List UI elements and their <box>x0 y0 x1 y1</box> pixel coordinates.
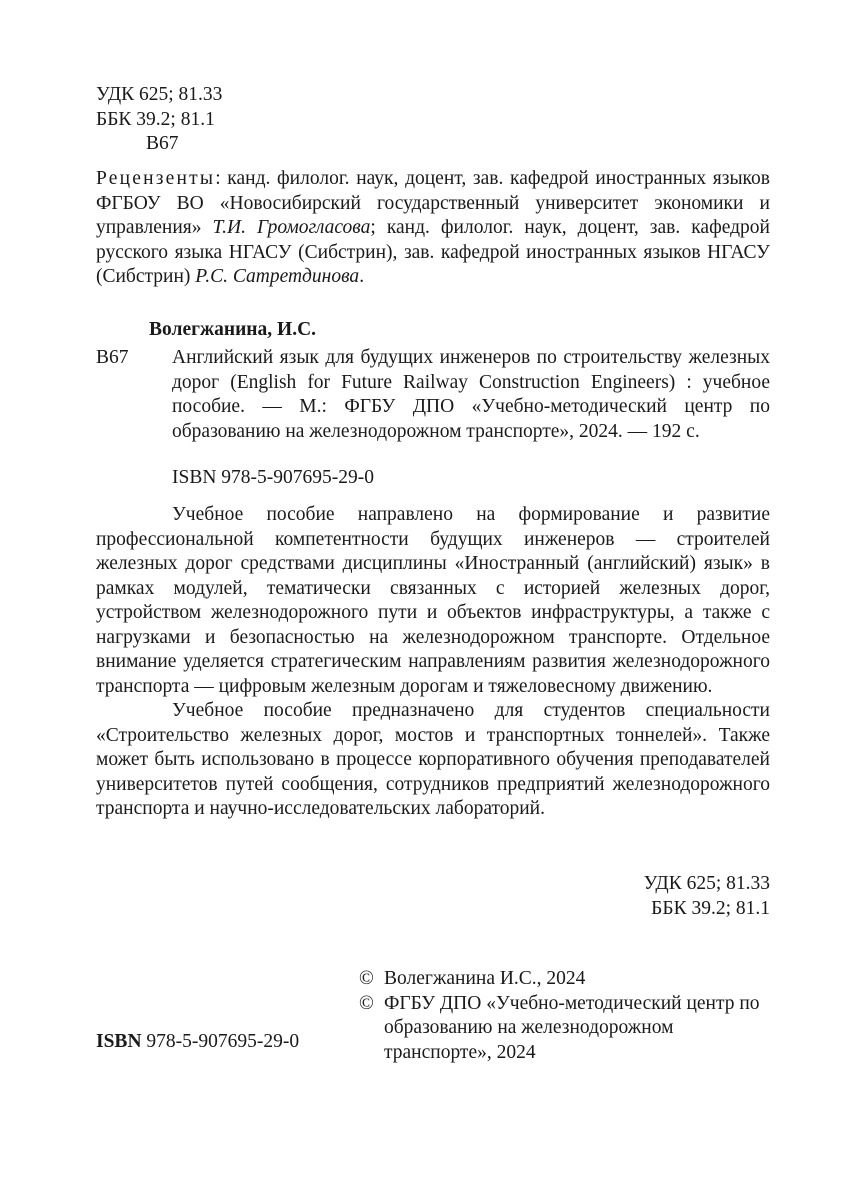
author-heading: Волегжанина, И.С. <box>149 319 317 340</box>
udk-code: УДК 625; 81.33 <box>96 84 223 105</box>
reviewer-name-1: Т.И. Громогласова <box>212 217 371 238</box>
isbn-bottom <box>96 1030 299 1055</box>
copyright-author <box>359 967 779 992</box>
isbn-number: 978-5-907695-29-0 <box>141 1031 300 1052</box>
reviewer-name-2: Р.С. Сатретдинова <box>195 266 360 287</box>
bbk-code: ББК 39.2; 81.1 <box>96 108 215 130</box>
copyright-publisher <box>359 992 779 1066</box>
reviewers-text-1: : канд. филолог. наук, доцент, зав. кафедрой иностранных языков ФГБОУ ВО «Новосибирский государственный университет экономики и управления» <box>96 168 770 238</box>
author-sign: В67 <box>146 133 179 154</box>
isbn-line: ISBN 978-5-907695-29-0 <box>172 467 375 488</box>
udk-code-bottom: УДК 625; 81.33 <box>643 873 770 894</box>
bbk-code-bottom: ББК 39.2; 81.1 <box>651 897 770 919</box>
abstract-paragraph-2: Учебное пособие предназначено для студентов специальности «Строительство железных дорог, мостов и транспортных тоннелей». Также может быть использовано в процессе корпоративного обучения преподавателей университетов путей сообщения, сотрудников предприятий железнодорожного транспорта и научно-исследовательских лабораторий. <box>96 700 770 819</box>
abstract-paragraph-1: Учебное пособие направлено на формирование и развитие профессиональной компетентности будущих инженеров — строителей железных дорог средствами дисциплины «Иностранный (английский) язык» в рамках модулей, тематически связанных с историей железных дорог, устройством железнодорожного пути и объектов инфраструктуры, а также с нагрузками и безопасностью на железнодорожном транспорте. Отдельное внимание уделяется стратегическим направлениям развития железнодорожного транспорта — цифровым железным дорогам и тяжеловесному движению. <box>96 504 770 697</box>
copyright-icon: © <box>359 968 374 989</box>
entry-description: Английский язык для будущих инженеров по строительству железных дорог (English for Future Railway Construction Engineers) : учебное пособие. — М.: ФГБУ ДПО «Учебно-методический центр по образованию на железнодорожном транспорте», 2024. — 192 с. <box>172 347 770 442</box>
classification-codes-bottom <box>644 872 770 921</box>
entry-code: В67 <box>96 347 129 368</box>
reviewers-paragraph <box>96 167 770 290</box>
copyright-icon: © <box>359 992 374 1014</box>
bibliographic-entry <box>96 346 770 444</box>
reviewers-text-2: ; канд. филолог. наук, доцент, зав. кафедрой русского языка НГАСУ (Сибстрин), зав. кафедрой иностранных языков НГАСУ (Сибстрин) <box>96 217 770 287</box>
reviewers-end: . <box>359 266 365 287</box>
copyright-author-text: Волегжанина И.С., 2024 <box>384 968 586 989</box>
copyright-block <box>359 967 779 1065</box>
classification-codes-top <box>96 83 222 157</box>
isbn-label: ISBN <box>96 1031 142 1052</box>
reviewers-label: Рецензенты <box>96 168 216 189</box>
abstract <box>96 503 770 822</box>
copyright-publisher-text: ФГБУ ДПО «Учебно-методический центр по образованию на железнодорожном транспорте», 2024 <box>384 992 760 1063</box>
